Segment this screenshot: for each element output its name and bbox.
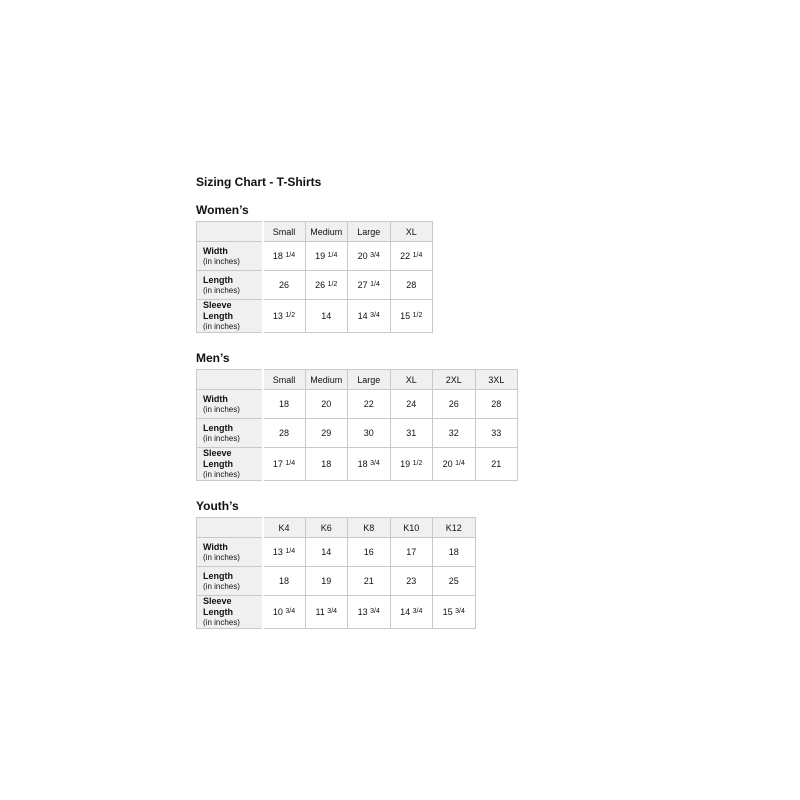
row-label (197, 271, 263, 300)
table-row (197, 538, 476, 567)
size-sections (196, 204, 536, 629)
fraction: 1/2 (412, 460, 423, 467)
column-header: Small (263, 370, 306, 390)
size-cell: 14 (305, 538, 348, 567)
corner-cell (197, 518, 263, 538)
fraction: 3/4 (370, 608, 380, 615)
size-section (196, 352, 536, 481)
size-table (196, 517, 476, 629)
size-cell: 18 $^{3/4}$ (348, 448, 391, 481)
table-row (197, 448, 518, 481)
fraction: 3/4 (370, 460, 380, 467)
size-cell: 18 (263, 567, 306, 596)
column-header: Small (263, 222, 306, 242)
size-cell: 18 (263, 390, 306, 419)
row-label-text: Length (203, 422, 233, 433)
fraction: 1/4 (285, 252, 296, 259)
row-label-text: Width (203, 245, 228, 256)
header-row (197, 222, 433, 242)
fraction: 3/4 (412, 608, 423, 615)
size-cell: 13 $^{3/4}$ (348, 596, 391, 629)
size-cell: 10 $^{3/4}$ (263, 596, 306, 629)
size-cell: 28 (390, 271, 433, 300)
column-header: Medium (305, 370, 348, 390)
fraction: 1/4 (327, 252, 338, 259)
size-cell: 26 (263, 271, 306, 300)
row-label (197, 390, 263, 419)
row-label (197, 242, 263, 271)
row-label-unit: (in inches) (203, 552, 240, 562)
row-label (197, 567, 263, 596)
row-label-unit: (in inches) (203, 470, 240, 479)
table-row (197, 271, 433, 300)
size-cell: 28 (475, 390, 518, 419)
fraction: 1/2 (412, 312, 423, 319)
size-cell: 33 (475, 419, 518, 448)
page-title: Sizing Chart - T-Shirts (196, 175, 322, 189)
table-row (197, 300, 433, 333)
size-cell: 23 (390, 567, 433, 596)
fraction: 1/4 (455, 460, 465, 467)
column-header: Large (348, 370, 391, 390)
row-label (197, 300, 263, 333)
size-cell: 26 (433, 390, 476, 419)
fraction: 3/4 (285, 608, 296, 615)
size-cell: 28 (263, 419, 306, 448)
size-cell: 22 $^{1/4}$ (390, 242, 433, 271)
fraction: 3/4 (370, 252, 380, 259)
column-header: Large (348, 222, 391, 242)
corner-cell (197, 222, 263, 242)
size-cell: 19 $^{1/2}$ (390, 448, 433, 481)
size-cell: 18 (305, 448, 348, 481)
row-label-text: Sleeve Length (203, 300, 233, 321)
row-label (197, 419, 263, 448)
size-cell: 22 (348, 390, 391, 419)
table-row (197, 596, 476, 629)
column-header: K12 (433, 518, 476, 538)
row-label-unit: (in inches) (203, 433, 240, 443)
column-header: XL (390, 222, 433, 242)
size-cell: 19 (305, 567, 348, 596)
size-section (196, 500, 536, 629)
section-heading: Youth’s (196, 499, 239, 513)
column-header: XL (390, 370, 433, 390)
size-cell: 14 $^{3/4}$ (390, 596, 433, 629)
size-cell: 29 (305, 419, 348, 448)
size-table (196, 221, 433, 333)
header-row (197, 518, 476, 538)
column-header: Medium (305, 222, 348, 242)
size-cell: 30 (348, 419, 391, 448)
size-cell: 18 (433, 538, 476, 567)
fraction: 3/4 (455, 608, 465, 615)
table-row (197, 390, 518, 419)
size-cell: 14 (305, 300, 348, 333)
fraction: 1/2 (327, 281, 338, 288)
column-header: K4 (263, 518, 306, 538)
row-label-unit: (in inches) (203, 404, 240, 414)
row-label-text: Length (203, 274, 233, 285)
row-label-text: Width (203, 393, 228, 404)
table-row (197, 242, 433, 271)
size-cell: 17 $^{1/4}$ (263, 448, 306, 481)
column-header: K6 (305, 518, 348, 538)
fraction: 3/4 (327, 608, 338, 615)
size-cell: 20 $^{1/4}$ (433, 448, 476, 481)
fraction: 1/4 (285, 548, 296, 555)
row-label (197, 596, 263, 629)
size-cell: 20 $^{3/4}$ (348, 242, 391, 271)
size-cell: 17 (390, 538, 433, 567)
column-header: 3XL (475, 370, 518, 390)
row-label (197, 448, 263, 481)
row-label-unit: (in inches) (203, 256, 240, 266)
section-heading: Women’s (196, 203, 249, 217)
fraction: 1/4 (285, 460, 296, 467)
size-cell: 24 (390, 390, 433, 419)
fraction: 3/4 (370, 312, 380, 319)
size-cell: 18 $^{1/4}$ (263, 242, 306, 271)
row-label (197, 538, 263, 567)
row-label-unit: (in inches) (203, 581, 240, 591)
size-cell: 11 $^{3/4}$ (305, 596, 348, 629)
size-cell: 25 (433, 567, 476, 596)
size-cell: 21 (475, 448, 518, 481)
size-cell: 14 $^{3/4}$ (348, 300, 391, 333)
size-cell: 27 $^{1/4}$ (348, 271, 391, 300)
size-cell: 21 (348, 567, 391, 596)
row-label-text: Length (203, 570, 233, 581)
row-label-text: Sleeve Length (203, 596, 233, 617)
size-table (196, 369, 518, 481)
fraction: 1/2 (285, 312, 296, 319)
sizing-chart-content (196, 176, 536, 648)
row-label-unit: (in inches) (203, 322, 240, 331)
size-cell: 19 $^{1/4}$ (305, 242, 348, 271)
column-header: K10 (390, 518, 433, 538)
size-cell: 26 $^{1/2}$ (305, 271, 348, 300)
size-cell: 15 $^{3/4}$ (433, 596, 476, 629)
header-row (197, 370, 518, 390)
column-header: K8 (348, 518, 391, 538)
column-header: 2XL (433, 370, 476, 390)
row-label-text: Width (203, 541, 228, 552)
size-cell: 20 (305, 390, 348, 419)
size-cell: 32 (433, 419, 476, 448)
table-row (197, 419, 518, 448)
size-section (196, 204, 536, 333)
size-cell: 15 $^{1/2}$ (390, 300, 433, 333)
size-cell: 16 (348, 538, 391, 567)
row-label-text: Sleeve Length (203, 448, 233, 469)
fraction: 1/4 (370, 281, 380, 288)
size-cell: 31 (390, 419, 433, 448)
fraction: 1/4 (412, 252, 423, 259)
table-row (197, 567, 476, 596)
row-label-unit: (in inches) (203, 285, 240, 295)
size-cell: 13 $^{1/4}$ (263, 538, 306, 567)
size-cell: 13 $^{1/2}$ (263, 300, 306, 333)
row-label-unit: (in inches) (203, 618, 240, 627)
section-heading: Men’s (196, 351, 230, 365)
corner-cell (197, 370, 263, 390)
